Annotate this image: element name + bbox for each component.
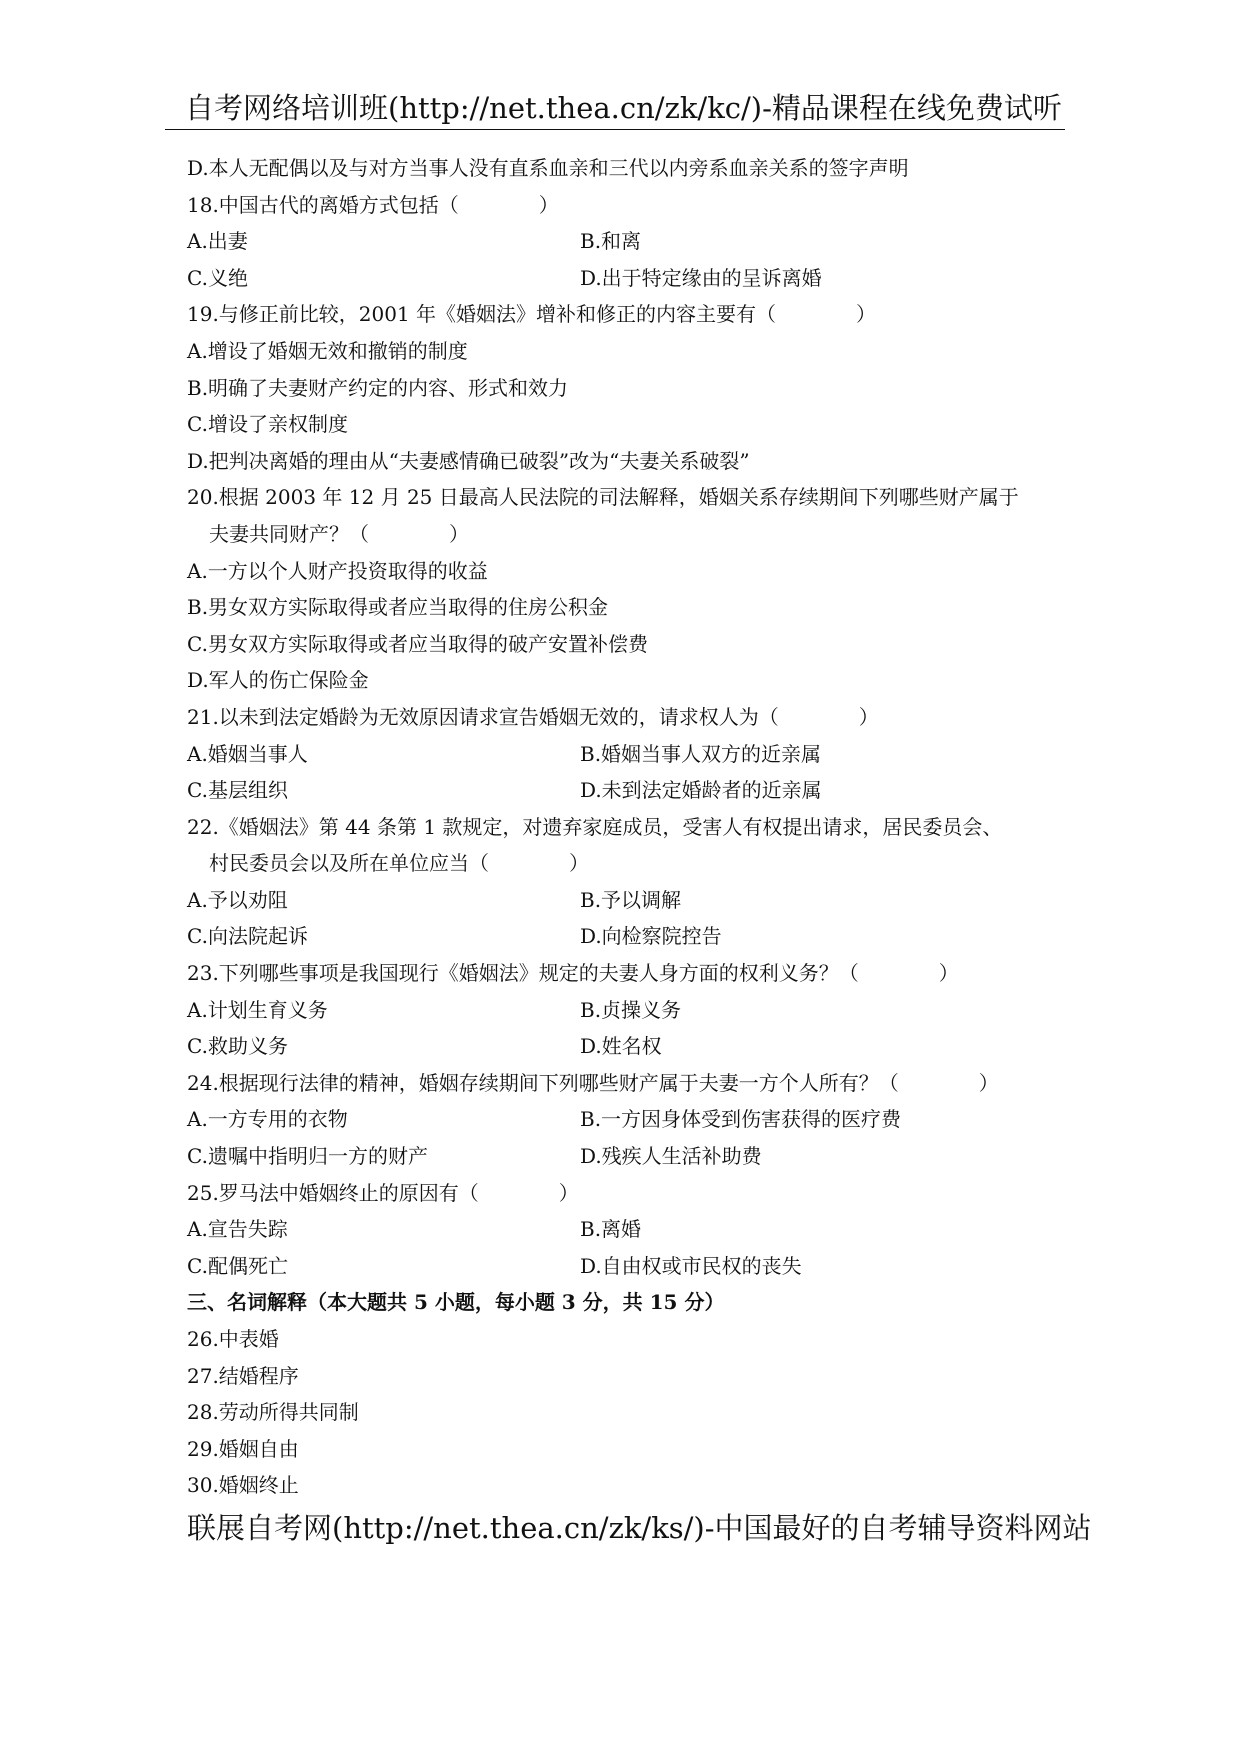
option-b: B.贞操义务 — [580, 997, 682, 1022]
option-row — [187, 882, 1067, 919]
text-line: C.男女双方实际取得或者应当取得的破产安置补偿费 — [187, 631, 648, 656]
text-line: 29.婚姻自由 — [187, 1436, 299, 1461]
option-row — [187, 1028, 1067, 1065]
text-line: 村民委员会以及所在单位应当（ ） — [209, 851, 589, 876]
option-a: C.基层组织 — [187, 778, 288, 803]
text-line: D.本人无配偶以及与对方当事人没有直系血亲和三代以内旁系血亲关系的签字声明 — [187, 156, 909, 180]
text-line: 20.根据 2003 年 12 月 25 日最高人民法院的司法解释，婚姻关系存续期间下列哪些财产属于 — [187, 485, 1019, 510]
option-b: B.和离 — [580, 229, 642, 254]
option-b: D.残疾人生活补助费 — [580, 1144, 762, 1169]
option-a: A.婚姻当事人 — [187, 741, 308, 766]
option-a: A.一方专用的衣物 — [187, 1107, 348, 1132]
option-b: D.向检察院控告 — [580, 924, 722, 949]
text-line: D.军人的伤亡保险金 — [187, 668, 369, 693]
option-row — [187, 772, 1067, 809]
option-b: D.未到法定婚龄者的近亲属 — [580, 778, 822, 803]
option-row — [187, 260, 1067, 297]
option-row — [187, 992, 1067, 1029]
text-line: 25.罗马法中婚姻终止的原因有（ ） — [187, 1180, 579, 1205]
header-rule — [165, 129, 1065, 130]
option-a: C.救助义务 — [187, 1034, 288, 1059]
text-line: A.增设了婚姻无效和撤销的制度 — [187, 338, 468, 363]
text-line: 30.婚姻终止 — [187, 1473, 299, 1498]
option-a: A.出妻 — [187, 229, 248, 254]
text-line: 24.根据现行法律的精神，婚姻存续期间下列哪些财产属于夫妻一方个人所有？（ ） — [187, 1070, 999, 1095]
option-b: B.婚姻当事人双方的近亲属 — [580, 741, 822, 766]
text-line: 26.中表婚 — [187, 1327, 279, 1351]
text-line: D.把判决离婚的理由从“夫妻感情确已破裂”改为“夫妻关系破裂” — [187, 448, 750, 473]
option-b: B.予以调解 — [580, 887, 682, 912]
option-a: C.遗嘱中指明归一方的财产 — [187, 1144, 428, 1169]
option-a: A.宣告失踪 — [187, 1217, 288, 1242]
option-row — [187, 1101, 1067, 1138]
text-line: 18.中国古代的离婚方式包括（ ） — [187, 192, 559, 217]
option-a: A.计划生育义务 — [187, 997, 328, 1022]
option-row — [187, 918, 1067, 955]
option-row — [187, 736, 1067, 773]
text-line: 21.以未到法定婚龄为无效原因请求宣告婚姻无效的，请求权人为（ ） — [187, 704, 879, 729]
text-line: 19.与修正前比较，2001 年《婚姻法》增补和修正的内容主要有（ ） — [187, 302, 877, 327]
text-line: 27.结婚程序 — [187, 1363, 299, 1388]
option-b: B.离婚 — [580, 1217, 642, 1242]
option-a: A.予以劝阻 — [187, 887, 288, 912]
text-line: 夫妻共同财产？（ ） — [209, 521, 469, 546]
option-row — [187, 1211, 1067, 1248]
text-line: B.明确了夫妻财产约定的内容、形式和效力 — [187, 375, 569, 400]
exam-content — [187, 150, 1067, 1504]
option-a: C.义绝 — [187, 265, 248, 290]
text-line: 23.下列哪些事项是我国现行《婚姻法》规定的夫妻人身方面的权利义务？（ ） — [187, 961, 959, 986]
option-row — [187, 1248, 1067, 1285]
section-heading: 三、名词解释（本大题共 5 小题，每小题 3 分，共 15 分） — [187, 1290, 725, 1315]
page-header: 自考网络培训班(http://net.thea.cn/zk/kc/)-精品课程在线免费试听 — [185, 91, 1062, 125]
option-row — [187, 223, 1067, 260]
option-a: C.向法院起诉 — [187, 924, 308, 949]
text-line: 28.劳动所得共同制 — [187, 1400, 359, 1425]
page-footer: 联展自考网(http://net.thea.cn/zk/ks/)-中国最好的自考辅导资料网站 — [187, 1511, 1092, 1545]
text-line: B.男女双方实际取得或者应当取得的住房公积金 — [187, 595, 609, 620]
text-line: C.增设了亲权制度 — [187, 412, 348, 437]
option-b: D.自由权或市民权的丧失 — [580, 1253, 802, 1278]
option-b: B.一方因身体受到伤害获得的医疗费 — [580, 1107, 902, 1132]
option-row — [187, 1138, 1067, 1175]
text-line: A.一方以个人财产投资取得的收益 — [187, 558, 488, 583]
option-b: D.出于特定缘由的呈诉离婚 — [580, 265, 822, 290]
option-b: D.姓名权 — [580, 1034, 662, 1059]
option-a: C.配偶死亡 — [187, 1253, 288, 1278]
text-line: 22.《婚姻法》第 44 条第 1 款规定，对遗弃家庭成员，受害人有权提出请求，居民委员会、 — [187, 814, 1003, 839]
